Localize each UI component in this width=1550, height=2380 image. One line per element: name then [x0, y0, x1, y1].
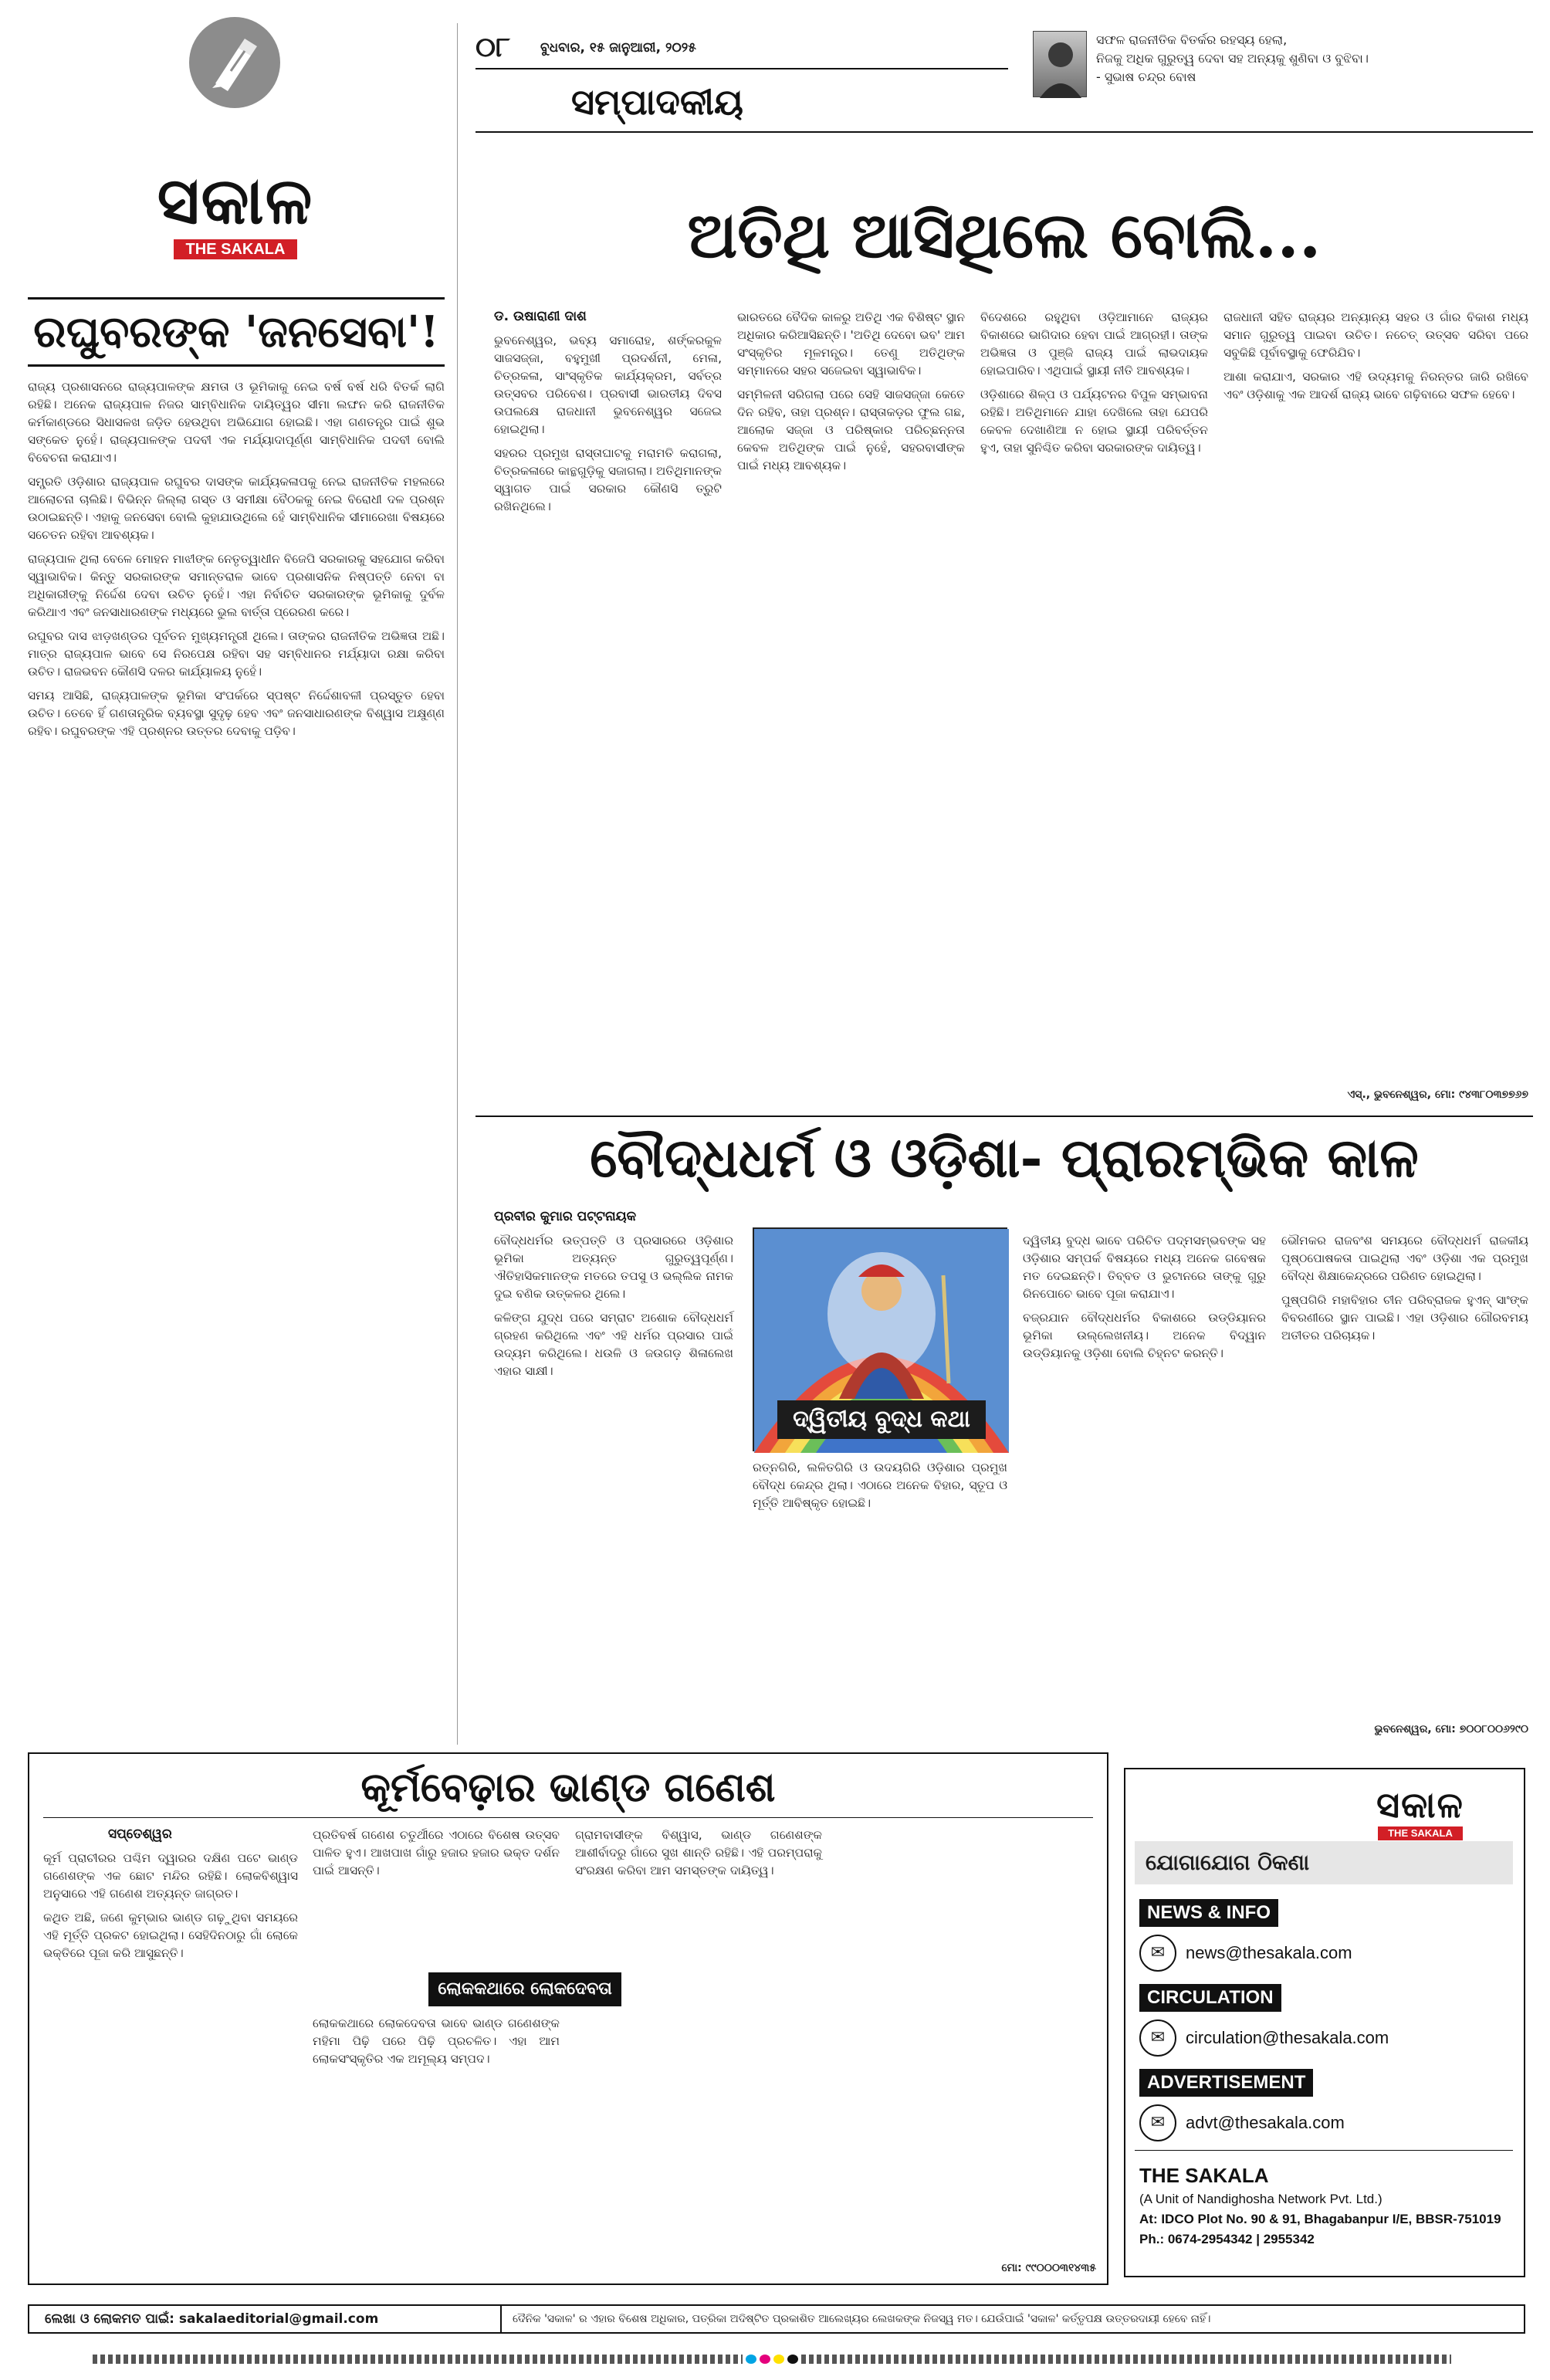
editorial-para-8: ଆଶା କରାଯାଏ, ସରକାର ଏହି ଉଦ୍ୟମକୁ ନିରନ୍ତର ଜାରି ରଖିବେ ଏବଂ ଓଡ଼ିଶାକୁ ଏକ ଆଦର୍ଶ ରାଜ୍ୟ ଭାବେ ଗଢ଼ିବାରେ ସଫଳ ହେବେ। — [1223, 370, 1532, 401]
magenta-swatch — [760, 2355, 770, 2364]
editorial-byline: ଡ. ଉଷାରାଣୀ ଦାଶ — [494, 309, 587, 324]
editorial-col-2 — [737, 309, 969, 1119]
buddhism-illustration — [753, 1227, 1007, 1451]
contact-logo — [1343, 1783, 1498, 1840]
left-para-3: ରାଜ୍ୟପାଳ ଥିଲା ବେଳେ ମୋହନ ମାଝୀଙ୍କ ନେତୃତ୍ୱାଧୀନ ବିଜେପି ସରକାରକୁ ସହଯୋଗ କରିବା ସ୍ୱାଭାବିକ। କିନ୍ତୁ ସରକାରଙ୍କ ସମାନ୍ତରାଳ ଭାବେ ପ୍ରଶାସନିକ ନିଷ୍ପତ୍ତି ନେବା ବା ଅଧିକାରୀଙ୍କୁ ନିର୍ଦ୍ଦେଶ ଦେବା ଉଚିତ ନୁହେଁ। ଏହା ନିର୍ବାଚିତ ସରକାରଙ୍କ ଭୂମିକାକୁ ଦୁର୍ବଳ କରିଥାଏ ଏବଂ ଜନସାଧାରଣଙ୍କ ମଧ୍ୟରେ ଭୁଲ ବାର୍ତ୍ତା ପ୍ରେରଣ କରେ। — [28, 552, 448, 619]
brand-logo — [100, 162, 371, 274]
publisher-line-3: Ph.: 0674-2954342 | 2955342 — [1139, 2232, 1315, 2246]
buddhism-col-3 — [1023, 1232, 1270, 1734]
bottom-para-3: ପ୍ରତିବର୍ଷ ଗଣେଶ ଚତୁର୍ଥୀରେ ଏଠାରେ ବିଶେଷ ଉତ୍ସବ ପାଳିତ ହୁଏ। ଆଖପାଖ ଗାଁରୁ ହଜାର ହଜାର ଭକ୍ତ ଦର୍ଶନ ପାଇଁ ଆସନ୍ତି। — [313, 1828, 563, 1877]
yellow-swatch — [773, 2355, 784, 2364]
buddhism-para-2: କଳିଙ୍ଗ ଯୁଦ୍ଧ ପରେ ସମ୍ରାଟ ଅଶୋକ ବୌଦ୍ଧଧର୍ମ ଗ୍ରହଣ କରିଥିଲେ ଏବଂ ଏହି ଧର୍ମର ପ୍ରସାର ପାଇଁ ଉଦ୍ୟମ କରିଥିଲେ। ଧଉଳି ଓ ଜଉଗଡ଼ ଶିଳାଲେଖ ଏହାର ସାକ୍ଷୀ। — [494, 1311, 737, 1378]
bottom-headline-rule — [43, 1817, 1093, 1818]
black-swatch — [787, 2355, 798, 2364]
left-headline-rule-bottom — [28, 364, 445, 367]
masthead-quote: ସଫଳ ରାଜନୀତିକ ବିତର୍କର ରହସ୍ୟ ହେଲା, ନିଜକୁ ଅଧିକ ଗୁରୁତ୍ୱ ଦେବା ସହ ଅନ୍ୟକୁ ଶୁଣିବା ଓ ବୁଝିବା। - ସୁଭାଷ ଚନ୍ଦ୍ର ବୋଷ — [1096, 32, 1369, 84]
contact-value-circulation[interactable]: circulation@thesakala.com — [1186, 2028, 1389, 2047]
cyan-swatch — [746, 2355, 756, 2364]
contact-item-news — [1139, 1899, 1510, 1972]
envelope-icon: ✉ — [1139, 2019, 1176, 2057]
publisher-line-2: At: IDCO Plot No. 90 & 91, Bhagabanpur I/E, BBSR-751019 — [1139, 2212, 1501, 2226]
left-headline-rule-top — [28, 297, 445, 300]
pen-nib-icon — [189, 17, 280, 108]
editorial-para-3: ଭାରତରେ ବୈଦିକ କାଳରୁ ଅତିଥି ଏକ ବିଶିଷ୍ଟ ସ୍ଥାନ ଅଧିକାର କରିଆସିଛନ୍ତି। 'ଅତିଥି ଦେବୋ ଭବ' ଆମ ସଂସ୍କୃତିର ମୂଳମନ୍ତ୍ର। ତେଣୁ ଅତିଥିଙ୍କ ସମ୍ମାନରେ ସହର ସଜେଇବା ସ୍ୱାଭାବିକ। — [737, 310, 969, 377]
footer-disclaimer: ଦୈନିକ 'ସକାଳ' ର ଏହାର ବିଶେଷ ଅଧିକାର, ପତ୍ରିକା ଅଦିଷ୍ଟିତ ପ୍ରକାଶିତ ଆଲେଖ୍ୟର ଲେଖକଙ୍କ ନିଜସ୍ୱ ମତ। ଯେଉଁପାଇଁ 'ସକାଳ' କର୍ତ୍ତୃପକ୍ଷ ଉତ୍ତରଦାୟୀ ହେବେ ନାହିଁ। — [513, 2313, 1211, 2325]
editorial-col-4 — [1223, 309, 1532, 1081]
registration-bar — [93, 2355, 1451, 2365]
contact-label-news: NEWS & INFO — [1139, 1899, 1278, 1927]
editorial-para-1: ଭୁବନେଶ୍ୱର, ଭବ୍ୟ ସମାରୋହ, ଶର୍ଙ୍କରକୁଳ ସାଜସଜ୍ଜା, ବହୁମୁଖୀ ପ୍ରଦର୍ଶନୀ, ମେଳା, ଚିତ୍ରକଳା, ସାଂସ୍କୃତିକ କାର୍ଯ୍ୟକ୍ରମ, ସର୍ବତ୍ର ଉତ୍ସବର ପରିବେଶ। ପ୍ରବାସୀ ଭାରତୀୟ ଦିବସ ଉପଲକ୍ଷେ ରାଜଧାନୀ ଭୁବନେଶ୍ୱର ସଜେଇ ହୋଇଥିଲା। — [494, 333, 726, 436]
bottom-col-2a — [313, 1826, 563, 1965]
buddhism-para-3: ରତ୍ନଗିରି, ଲଳିତଗିରି ଓ ଉଦୟଗିରି ଓଡ଼ିଶାର ପ୍ରମୁଖ ବୌଦ୍ଧ କେନ୍ଦ୍ର ଥିଲା। ଏଠାରେ ଅନେକ ବିହାର, ସ୍ତୂପ ଓ ମୂର୍ତ୍ତି ଆବିଷ୍କୃତ ହୋଇଛି। — [753, 1461, 1011, 1510]
buddhism-para-1: ବୌଦ୍ଧଧର୍ମର ଉତ୍ପତ୍ତି ଓ ପ୍ରସାରରେ ଓଡ଼ିଶାର ଭୂମିକା ଅତ୍ୟନ୍ତ ଗୁରୁତ୍ୱପୂର୍ଣ୍ଣ। ଐତିହାସିକମାନଙ୍କ ମତରେ ତପସୁ ଓ ଭଲ୍ଲିକ ନାମକ ଦୁଇ ବଣିକ ଉତ୍କଳର ଥିଲେ। — [494, 1234, 737, 1301]
buddhism-para-5: ବଜ୍ରଯାନ ବୌଦ୍ଧଧର୍ମର ବିକାଶରେ ଉଡ୍ଡିୟାନର ଭୂମିକା ଉଲ୍ଲେଖନୀୟ। ଅନେକ ବିଦ୍ୱାନ ଉଡ୍ଡିୟାନକୁ ଓଡ଼ିଶା ବୋଲି ଚିହ୍ନଟ କରନ୍ତି। — [1023, 1311, 1270, 1360]
bottom-footer: ମୋ: ୯୯୦୦୦୩୧୪୩୫ — [1001, 2262, 1096, 2274]
bottom-para-5: ଗ୍ରାମବାସୀଙ୍କ ବିଶ୍ୱାସ, ଭାଣ୍ଡ ଗଣେଶଙ୍କ ଆଶୀର୍ବାଦରୁ ଗାଁରେ ସୁଖ ଶାନ୍ତି ରହିଛି। ଏହି ପରମ୍ପରାକୁ ସଂରକ୍ଷଣ କରିବା ଆମ ସମସ୍ତଙ୍କ ଦାୟିତ୍ୱ। — [575, 1828, 826, 1877]
publisher-line-1: (A Unit of Nandighosha Network Pvt. Ltd.) — [1139, 2192, 1382, 2206]
buddhism-para-7: ପୁଷ୍ପଗିରି ମହାବିହାର ଚୀନ ପରିବ୍ରାଜକ ହୁଏନ୍ ସାଂଙ୍କ ବିବରଣୀରେ ସ୍ଥାନ ପାଇଛି। ଏହା ଓଡ଼ିଶାର ଗୌରବମୟ ଅତୀତର ପରିଚାୟକ। — [1281, 1293, 1532, 1342]
publisher-name: THE SAKALA — [1139, 2164, 1269, 2187]
bottom-article-byline: ସପ୍ତେଶ୍ୱର — [108, 1826, 172, 1842]
left-para-1: ରାଜ୍ୟ ପ୍ରଶାସନରେ ରାଜ୍ୟପାଳଙ୍କ କ୍ଷମତା ଓ ଭୂମିକାକୁ ନେଇ ବର୍ଷ ବର୍ଷ ଧରି ବିତର୍କ ଲାଗି ରହିଛି। ଅନେକ ରାଜ୍ୟପାଳ ନିଜର ସାମ୍ବିଧାନିକ ଦାୟିତ୍ୱର ସୀମା ଲଙ୍ଘନ କରି ରାଜନୀତିକ କର୍ମକାଣ୍ଡରେ ସିଧାସଳଖ ଜଡ଼ିତ ହେଉଥିବା ଅଭିଯୋଗ ହୋଇଛି। ଏହା ଗଣତନ୍ତ୍ର ପାଇଁ ଶୁଭ ସଙ୍କେତ ନୁହେଁ। ରାଜ୍ୟପାଳଙ୍କ ପଦବୀ ଏକ ମର୍ଯ୍ୟାଦାପୂର୍ଣ୍ଣ ସାମ୍ବିଧାନିକ ପଦବୀ ବୋଲି ବିବେଚନା କରାଯାଏ। — [28, 380, 448, 465]
contact-logo-wordmark: ସକାଳ — [1376, 1784, 1464, 1826]
left-para-5: ସମୟ ଆସିଛି, ରାଜ୍ୟପାଳଙ୍କ ଭୂମିକା ସଂପର୍କରେ ସ୍ପଷ୍ଟ ନିର୍ଦ୍ଦେଶାବଳୀ ପ୍ରସ୍ତୁତ ହେବା ଉଚିତ। ତେବେ ହିଁ ଗଣତାନ୍ତ୍ରିକ ବ୍ୟବସ୍ଥା ସୁଦୃଢ଼ ହେବ ଏବଂ ଜନସାଧାରଣଙ୍କ ବିଶ୍ୱାସ ଅକ୍ଷୁଣ୍ଣ ରହିବ। ରଘୁବରଙ୍କ ଏହି ପ୍ରଶ୍ନର ଉତ୍ତର ଦେବାକୁ ପଡ଼ିବ। — [28, 689, 448, 738]
bottom-pull-quote: ଲୋକକଥାରେ ଲୋକଦେବତା — [428, 1972, 621, 2006]
buddhism-para-4: ଦ୍ୱିତୀୟ ବୁଦ୍ଧ ଭାବେ ପରିଚିତ ପଦ୍ମସମ୍ଭବଙ୍କ ସହ ଓଡ଼ିଶାର ସମ୍ପର୍କ ବିଷୟରେ ମଧ୍ୟ ଅନେକ ଗବେଷକ ମତ ଦେଇଛନ୍ତି। ତିବ୍ବତ ଓ ଭୁଟାନରେ ତାଙ୍କୁ ଗୁରୁ ରିନପୋଚେ ଭାବେ ପୂଜା କରାଯାଏ। — [1023, 1234, 1270, 1301]
editorial-col-1 — [494, 332, 726, 1119]
page-number: ୦୮ — [475, 32, 510, 63]
editorial-headline: ଅତିଥି ଆସିଥିଲେ ବୋଲି... — [687, 198, 1322, 273]
left-column-divider — [457, 23, 458, 1745]
editorial-para-4: ସମ୍ମିଳନୀ ସରିଗଲା ପରେ ସେହି ସାଜସଜ୍ଜା କେତେ ଦିନ ରହିବ, ତାହା ପ୍ରଶ୍ନ। ରାସ୍ତାକଡ଼ର ଫୁଲ ଗଛ, ଆଲୋକ ସଜ୍ଜା ଓ ପରିଷ୍କାର ପରିଚ୍ଛନ୍ନତା କେବଳ ଅତିଥିଙ୍କ ପାଇଁ ନୁହେଁ, ସହରବାସୀଙ୍କ ପାଇଁ ମଧ୍ୟ ଆବଶ୍ୟକ। — [737, 388, 969, 472]
buddhism-col-4 — [1281, 1232, 1532, 1695]
bottom-col-1 — [43, 1850, 302, 2267]
buddhism-col-2 — [753, 1459, 1011, 1737]
envelope-icon: ✉ — [1139, 1935, 1176, 1972]
page-date: ବୁଧବାର, ୧୫ ଜାନୁଆରୀ, ୨୦୨୫ — [540, 40, 696, 56]
bottom-col-3 — [575, 1826, 826, 2267]
logo-subtitle: THE SAKALA — [174, 239, 297, 259]
publisher-info — [1139, 2162, 1518, 2250]
bottom-article-headline: କୂର୍ମବେଢ଼ାର ଭାଣ୍ଡ ଗଣେଶ — [360, 1764, 776, 1811]
editorial-top-rule — [475, 131, 1533, 133]
left-article-headline: ରଘୁବରଙ୍କ 'ଜନସେବା'! — [33, 306, 439, 357]
buddhism-col-1 — [494, 1232, 737, 1734]
contact-divider — [1135, 2150, 1513, 2151]
editorial-footer: ଏସ୍., ଭୁବନେଶ୍ୱର, ମୋ: ୯୪୩୮୦୩୭୭୬୭ — [1347, 1088, 1528, 1101]
portrait-icon — [1034, 32, 1088, 98]
editorial-para-5: ବିଦେଶରେ ରହୁଥିବା ଓଡ଼ିଆମାନେ ରାଜ୍ୟର ବିକାଶରେ ଭାଗିଦାର ହେବା ପାଇଁ ଆଗ୍ରହୀ। ତାଙ୍କ ଅଭିଜ୍ଞତା ଓ ପୁଞ୍ଜି ରାଜ୍ୟ ପାଇଁ ଲାଭଦାୟକ ହୋଇପାରିବ। ଏଥିପାଇଁ ସ୍ଥାୟୀ ନୀତି ଆବଶ୍ୟକ। — [980, 310, 1212, 377]
masthead-divider — [475, 68, 1008, 69]
image-caption: ଦ୍ୱିତୀୟ ବୁଦ୍ଧ କଥା — [777, 1400, 986, 1439]
left-article-body — [28, 378, 448, 1760]
contact-item-circulation — [1139, 1984, 1510, 2057]
editorial-para-7: ରାଜଧାନୀ ସହିତ ରାଜ୍ୟର ଅନ୍ୟାନ୍ୟ ସହର ଓ ଗାଁର ବିକାଶ ମଧ୍ୟ ସମାନ ଗୁରୁତ୍ୱ ପାଇବା ଉଚିତ। ନଚେତ୍ ଉତ୍ସବ ସରିବା ପରେ ସବୁକିଛି ପୂର୍ବାବସ୍ଥାକୁ ଫେରିଯିବ। — [1223, 310, 1532, 360]
contact-value-news[interactable]: news@thesakala.com — [1186, 1943, 1352, 1962]
left-para-4: ରଘୁବର ଦାସ ଝାଡ଼ଖଣ୍ଡର ପୂର୍ବତନ ମୁଖ୍ୟମନ୍ତ୍ରୀ ଥିଲେ। ତାଙ୍କର ରାଜନୀତିକ ଅଭିଜ୍ଞତା ଅଛି। ମାତ୍ର ରାଜ୍ୟପାଳ ଭାବେ ସେ ନିରପେକ୍ଷ ରହିବା ସହ ସମ୍ବିଧାନର ମର୍ଯ୍ୟାଦା ରକ୍ଷା କରିବା ଉଚିତ। ରାଜଭବନ କୌଣସି ଦଳର କାର୍ଯ୍ୟାଳୟ ନୁହେଁ। — [28, 629, 448, 679]
buddhism-footer: ଭୁବନେଶ୍ୱର, ମୋ: ୭୦୦୮୦୦୬୨୯୦ — [1374, 1723, 1528, 1735]
pen-emblem — [189, 17, 280, 108]
bottom-col-2b — [313, 2015, 563, 2270]
left-para-2: ସମ୍ପ୍ରତି ଓଡ଼ିଶାର ରାଜ୍ୟପାଳ ରଘୁବର ଦାସଙ୍କ କାର୍ଯ୍ୟକଳାପକୁ ନେଇ ରାଜନୀତିକ ମହଲରେ ଆଲୋଚନା ଚାଲିଛି। ବିଭିନ୍ନ ଜିଲ୍ଲା ଗସ୍ତ ଓ ସମୀକ୍ଷା ବୈଠକକୁ ନେଇ ବିରୋଧୀ ଦଳ ପ୍ରଶ୍ନ ଉଠାଇଛନ୍ତି। ଏହାକୁ ଜନସେବା ବୋଲି କୁହାଯାଉଥିଲେ ହେଁ ସାମ୍ବିଧାନିକ ସୀମାରେଖା ବିଷୟରେ ସଚେତନ ରହିବା ଆବଶ୍ୟକ। — [28, 475, 448, 542]
buddhism-para-6: ଭୌମକର ରାଜବଂଶ ସମୟରେ ବୌଦ୍ଧଧର୍ମ ରାଜକୀୟ ପୃଷ୍ଠପୋଷକତା ପାଇଥିଲା ଏବଂ ଓଡ଼ିଶା ଏକ ପ୍ରମୁଖ ବୌଦ୍ଧ ଶିକ୍ଷାକେନ୍ଦ୍ରରେ ପରିଣତ ହୋଇଥିଲା। — [1281, 1234, 1532, 1283]
envelope-icon: ✉ — [1139, 2104, 1176, 2141]
logo-wordmark: ସକାଳ — [157, 163, 314, 239]
editorial-col-3 — [980, 309, 1212, 1119]
bottom-para-4: ଲୋକକଥାରେ ଲୋକଦେବତା ଭାବେ ଭାଣ୍ଡ ଗଣେଶଙ୍କ ମହିମା ପିଢ଼ି ପରେ ପିଢ଼ି ପ୍ରଚଳିତ। ଏହା ଆମ ଲୋକସଂସ୍କୃତିର ଏକ ଅମୂଲ୍ୟ ସମ୍ପଦ। — [313, 2016, 563, 2066]
quote-portrait — [1033, 31, 1087, 97]
buddhism-byline: ପ୍ରବୀର କୁମାର ପଟ୍ଟନାୟକ — [494, 1209, 637, 1224]
buddhism-headline: ବୌଦ୍ଧଧର୍ମ ଓ ଓଡ଼ିଶା- ପ୍ରାରମ୍ଭିକ କାଳ — [590, 1126, 1419, 1190]
footer-email[interactable]: ଲେଖା ଓ ଲୋକମତ ପାଇଁ: sakalaeditorial@gmail.com — [29, 2306, 502, 2332]
contact-logo-subtitle: THE SAKALA — [1378, 1826, 1463, 1840]
contact-value-advertisement[interactable]: advt@thesakala.com — [1186, 2113, 1345, 2132]
contact-label-advertisement: ADVERTISEMENT — [1139, 2069, 1313, 2097]
contact-item-advertisement — [1139, 2069, 1510, 2141]
section-title: ସମ୍ପାଦକୀୟ — [571, 81, 743, 123]
editorial-para-6: ଓଡ଼ିଶାରେ ଶିଳ୍ପ ଓ ପର୍ଯ୍ୟଟନର ବିପୁଳ ସମ୍ଭାବନା ରହିଛି। ଅତିଥିମାନେ ଯାହା ଦେଖିଲେ ତାହା ଯେପରି କେବଳ ଦେଖାଣିଆ ନ ହୋଇ ସ୍ଥାୟୀ ପରିବର୍ତ୍ତନ ହୁଏ, ତାହା ସୁନିଶ୍ଚିତ କରିବା ସରକାରଙ୍କ ଦାୟିତ୍ୱ। — [980, 388, 1212, 455]
contact-label-circulation: CIRCULATION — [1139, 1984, 1281, 2012]
editorial-para-2: ସହରର ପ୍ରମୁଖ ରାସ୍ତାଘାଟକୁ ମରାମତି କରାଗଲା, ଚିତ୍ରକଳାରେ କାନ୍ଥଗୁଡ଼ିକୁ ସଜାଗଲା। ଅତିଥିମାନଙ୍କ ସ୍ୱାଗତ ପାଇଁ ସରକାର କୌଣସି ତ୍ରୁଟି ରଖିନଥିଲେ। — [494, 446, 726, 513]
buddhism-top-rule — [475, 1116, 1533, 1117]
contact-title: ଯୋଗାଯୋଗ ଠିକଣା — [1135, 1841, 1513, 1884]
bottom-para-2: କଥିତ ଅଛି, ଜଣେ କୁମ୍ଭାର ଭାଣ୍ଡ ଗଢ଼ୁଥିବା ସମୟରେ ଏହି ମୂର୍ତ୍ତି ପ୍ରକଟ ହୋଇଥିଲା। ସେହିଦିନଠାରୁ ଗାଁ ଲୋକେ ଭକ୍ତିରେ ପୂଜା କରି ଆସୁଛନ୍ତି। — [43, 1911, 302, 1960]
footer-bar — [28, 2304, 1525, 2334]
bottom-para-1: କୂର୍ମ ପ୍ରାଚୀରର ପଶ୍ଚିମ ଦ୍ୱାରର ଦକ୍ଷିଣ ପଟେ ଭାଣ୍ଡ ଗଣେଶଙ୍କ ଏକ ଛୋଟ ମନ୍ଦିର ରହିଛି। ଲୋକବିଶ୍ୱାସ ଅନୁସାରେ ଏହି ଗଣେଶ ଅତ୍ୟନ୍ତ ଜାଗ୍ରତ। — [43, 1851, 302, 1901]
